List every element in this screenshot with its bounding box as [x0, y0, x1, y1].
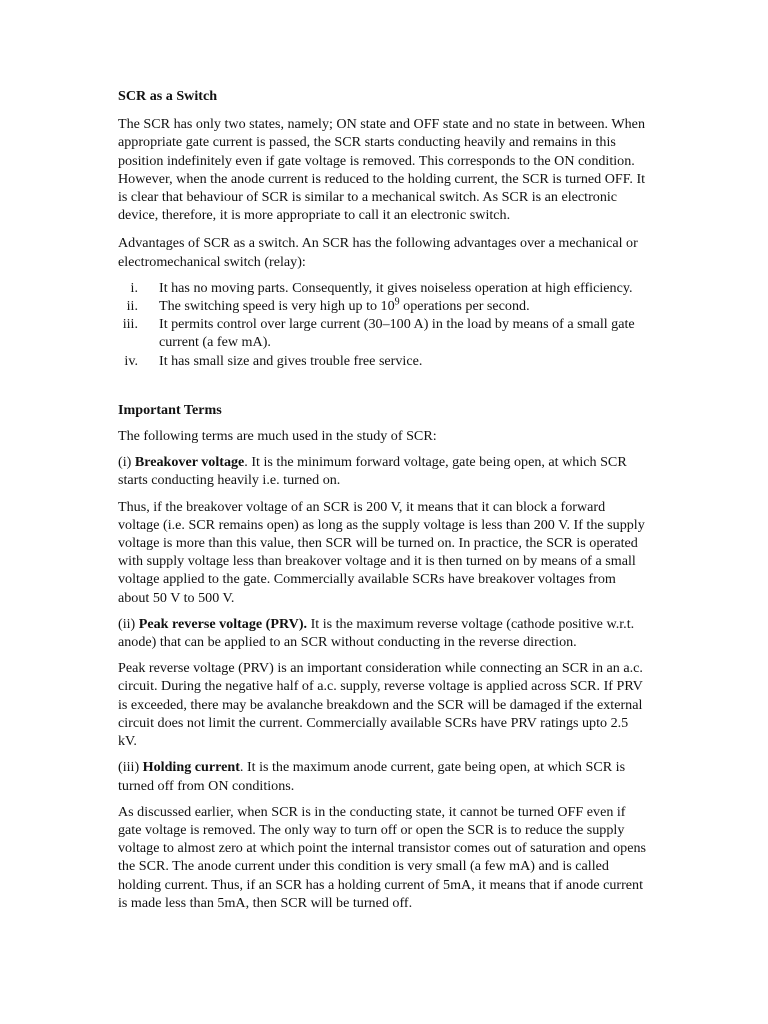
section-heading-scr-switch: SCR as a Switch — [118, 88, 218, 104]
list-item — [118, 352, 650, 370]
section-heading-important-terms: Important Terms — [118, 401, 222, 418]
document-content — [118, 87, 650, 912]
paragraph-prv-explanation: Peak reverse voltage (PRV) is an important consideration while connecting an SCR in an a.c. circuit. During the negative half of a.c. supply, reverse voltage is applied across SCR. If PRV is exceeded, there may be avalanche breakdown and the SCR will be damaged if the external circuit does not limit the current. Commercially available SCRs have PRV ratings upto 2.5 kV. — [118, 660, 643, 750]
term-title: Holding current — [142, 759, 240, 776]
term-peak-reverse-voltage — [118, 615, 650, 651]
term-title: Breakover voltage — [134, 454, 245, 471]
list-item-text: The switching speed is very high up to 10 — [159, 298, 395, 315]
term-prefix: (ii) — [118, 615, 139, 632]
list-item-number: iii. — [122, 316, 138, 333]
paragraph-breakover-explanation: Thus, if the breakover voltage of an SCR is 200 V, it means that it can block a forward voltage (i.e. SCR remains open) as long as the supply voltage is less than 200 V. If the supply voltage is more than this value, then SCR will be turned on. In practice, the SCR is operated with supply voltage less than breakover voltage and it is then turned on by means of a small voltage applied to the gate. Commercially available SCRs have breakover voltages from about 50 V to 500 V. — [118, 498, 645, 606]
superscript-exponent: 9 — [394, 296, 400, 308]
paragraph-scr-states: The SCR has only two states, namely; ON state and OFF state and no state in between. When appropriate gate current is passed, the SCR starts conducting heavily and remains in this position indefinitely even if gate voltage is removed. This corresponds to the ON condition. However, when the anode current is reduced to the holding current, the SCR is turned OFF. It is clear that behaviour of SCR is similar to a mechanical switch. As SCR is an electronic device, therefore, it is more appropriate to call it an electronic switch. — [118, 116, 646, 224]
term-breakover-voltage — [118, 453, 650, 489]
term-holding-current — [118, 758, 650, 794]
list-item — [118, 315, 650, 351]
paragraph-advantages-intro: Advantages of SCR as a switch. An SCR has the following advantages over a mechanical or electromechanical switch (relay): — [118, 235, 638, 270]
list-item-text: It has no moving parts. Consequently, it gives noiseless operation at high efficiency. — [159, 279, 633, 296]
list-item — [118, 279, 650, 297]
term-definition: It is the maximum reverse voltage (cathode positive w.r.t. anode) that can be applied to an SCR without conducting in the reverse direction. — [118, 615, 635, 651]
paragraph-terms-intro: The following terms are much used in the study of SCR: — [118, 428, 437, 445]
advantages-list — [118, 279, 650, 370]
list-item — [118, 297, 650, 315]
paragraph-holding-explanation: As discussed earlier, when SCR is in the conducting state, it cannot be turned OFF even if gate voltage is removed. The only way to turn off or open the SCR is to reduce the supply voltage to almost zero at which point the internal transistor comes out of saturation and opens the SCR. The anode current under this condition is very small (a few mA) and is called holding current. Thus, if an SCR has a holding current of 5mA, it means that if anode current is made less than 5mA, then SCR will be turned off. — [118, 803, 646, 911]
list-item-text: It permits control over large current (30–100 A) in the load by means of a small gate current (a few mA). — [159, 316, 635, 351]
term-definition: . It is the minimum forward voltage, gate being open, at which SCR starts conducting heavily i.e. turned on. — [118, 454, 627, 489]
list-item-text-after: operations per second. — [399, 298, 530, 315]
term-definition: . It is the maximum anode current, gate being open, at which SCR is turned off from ON conditions. — [118, 759, 626, 794]
list-item-text: It has small size and gives trouble free service. — [159, 352, 423, 369]
list-item-number: i. — [130, 279, 138, 296]
term-title: Peak reverse voltage (PRV). — [138, 615, 308, 632]
list-item-number: ii. — [126, 298, 138, 315]
list-item-number: iv. — [124, 352, 138, 369]
term-prefix: (i) — [118, 454, 135, 471]
term-prefix: (iii) — [118, 759, 143, 776]
